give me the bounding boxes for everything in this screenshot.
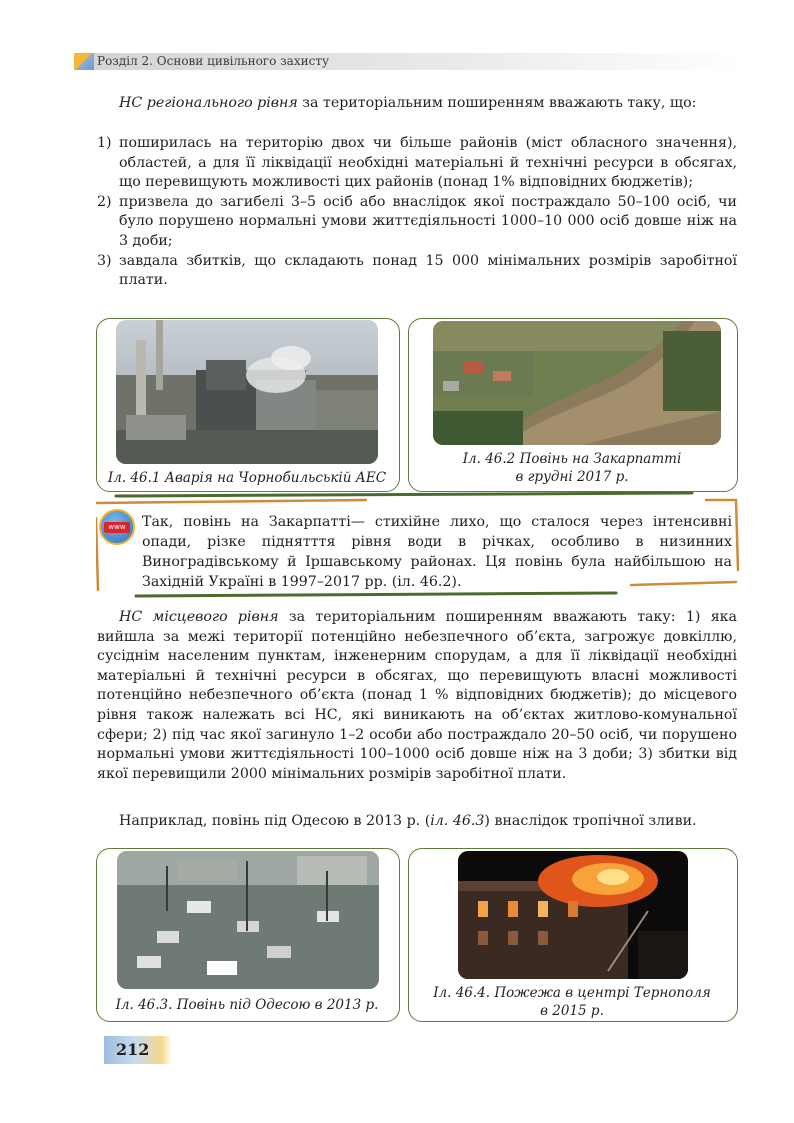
- list-item: 1) поширилась на територію двох чи більше районів (міст обласного значення), областей, а для її ліквідації необхідні матеріальні й технічні ресурси в обсягах, що перевищують можливості цих районів (понад 1% відповідних бюджетів);: [97, 135, 737, 191]
- caption-line: Іл. 46.2 Повінь на Закарпатті: [462, 451, 682, 467]
- page-number: 212: [116, 1040, 150, 1059]
- odesa-flood-photo: [117, 851, 379, 989]
- chernobyl-photo: [116, 320, 378, 464]
- running-header: Розділ 2. Основи цивільного захисту: [97, 54, 330, 68]
- caption-line: в грудні 2017 р.: [515, 469, 629, 485]
- figure-caption-46-1: Іл. 46.1 Аварія на Чорнобильській АЕС: [107, 470, 387, 486]
- list-item: 3) завдала збитків, що складають понад 15 000 мінімальних розмірів заробітної плати.: [97, 252, 737, 289]
- figure-caption-46-2: [410, 450, 734, 486]
- caption-line: Іл. 46.4. Пожежа в центрі Тернополя: [433, 985, 711, 1001]
- local-term: НС місцевого рівня: [119, 609, 279, 625]
- regional-term: НС регіонального рівня: [119, 95, 298, 111]
- figure-caption-46-4: [410, 984, 734, 1020]
- regional-intro: [97, 94, 737, 114]
- header-corner-marker: [74, 53, 94, 70]
- caption-line: в 2015 р.: [540, 1003, 604, 1019]
- figure-caption-46-3: Іл. 46.3. Повінь під Одесою в 2013 р.: [115, 997, 379, 1013]
- regional-intro-text: за територіальним поширенням вважають таку, що:: [297, 95, 697, 111]
- www-globe-icon: www: [99, 509, 135, 545]
- list-item: 2) призвела до загибелі 3–5 осіб або внаслідок якої постраждало 50–100 осіб, чи було порушено нормальні умови життєдіяльності 1000–10 000 осіб довше ніж на 3 доби;: [97, 193, 737, 249]
- ternopil-fire-photo: [458, 851, 688, 979]
- local-level-paragraph: [97, 608, 737, 784]
- note-text: Так, повінь на Закарпатті— стихійне лихо, що сталося через інтенсивні опади, різке піднятття рівня води в річках, особливо в низинних Виноградівському й Іршавському районах. Ця повінь була найбільшою на Західній Україні в 1997–2017 рр. (іл. 46.2).: [142, 514, 732, 590]
- zakarpattia-flood-photo: [433, 321, 721, 445]
- regional-criteria-list: [97, 134, 737, 291]
- local-body: за територіальним поширенням вважають таку: 1) яка вийшла за межі території потенційно небезпечного об’єкта, загрожує довкіллю, сусіднім населеним пунктам, інженерним спорудам, а для її ліквідації необхідні матеріальні й технічні ресурси в обсягах, що перевищують власні можливості потенційно небезпечного об’єкта (понад 1 % відповідних бюджетів); до місцевого рівня також належать всі НС, які виникають на об’єктах житлово-комунальної сфери; 2) під час якої загинуло 1–2 особи або постраждало 20–50 осіб, чи порушено нормальні умови життєдіяльності 100–1000 осіб довше ніж на 3 доби; 3) збитки від якої перевищили 2000 мінімальних розмірів заробітної плати.: [97, 609, 738, 782]
- figure-ref: іл. 46.3: [430, 813, 485, 829]
- example-paragraph: Наприклад, повінь під Одесою в 2013 р. (іл. 46.3) внаслідок тропічної зливи.: [119, 813, 697, 829]
